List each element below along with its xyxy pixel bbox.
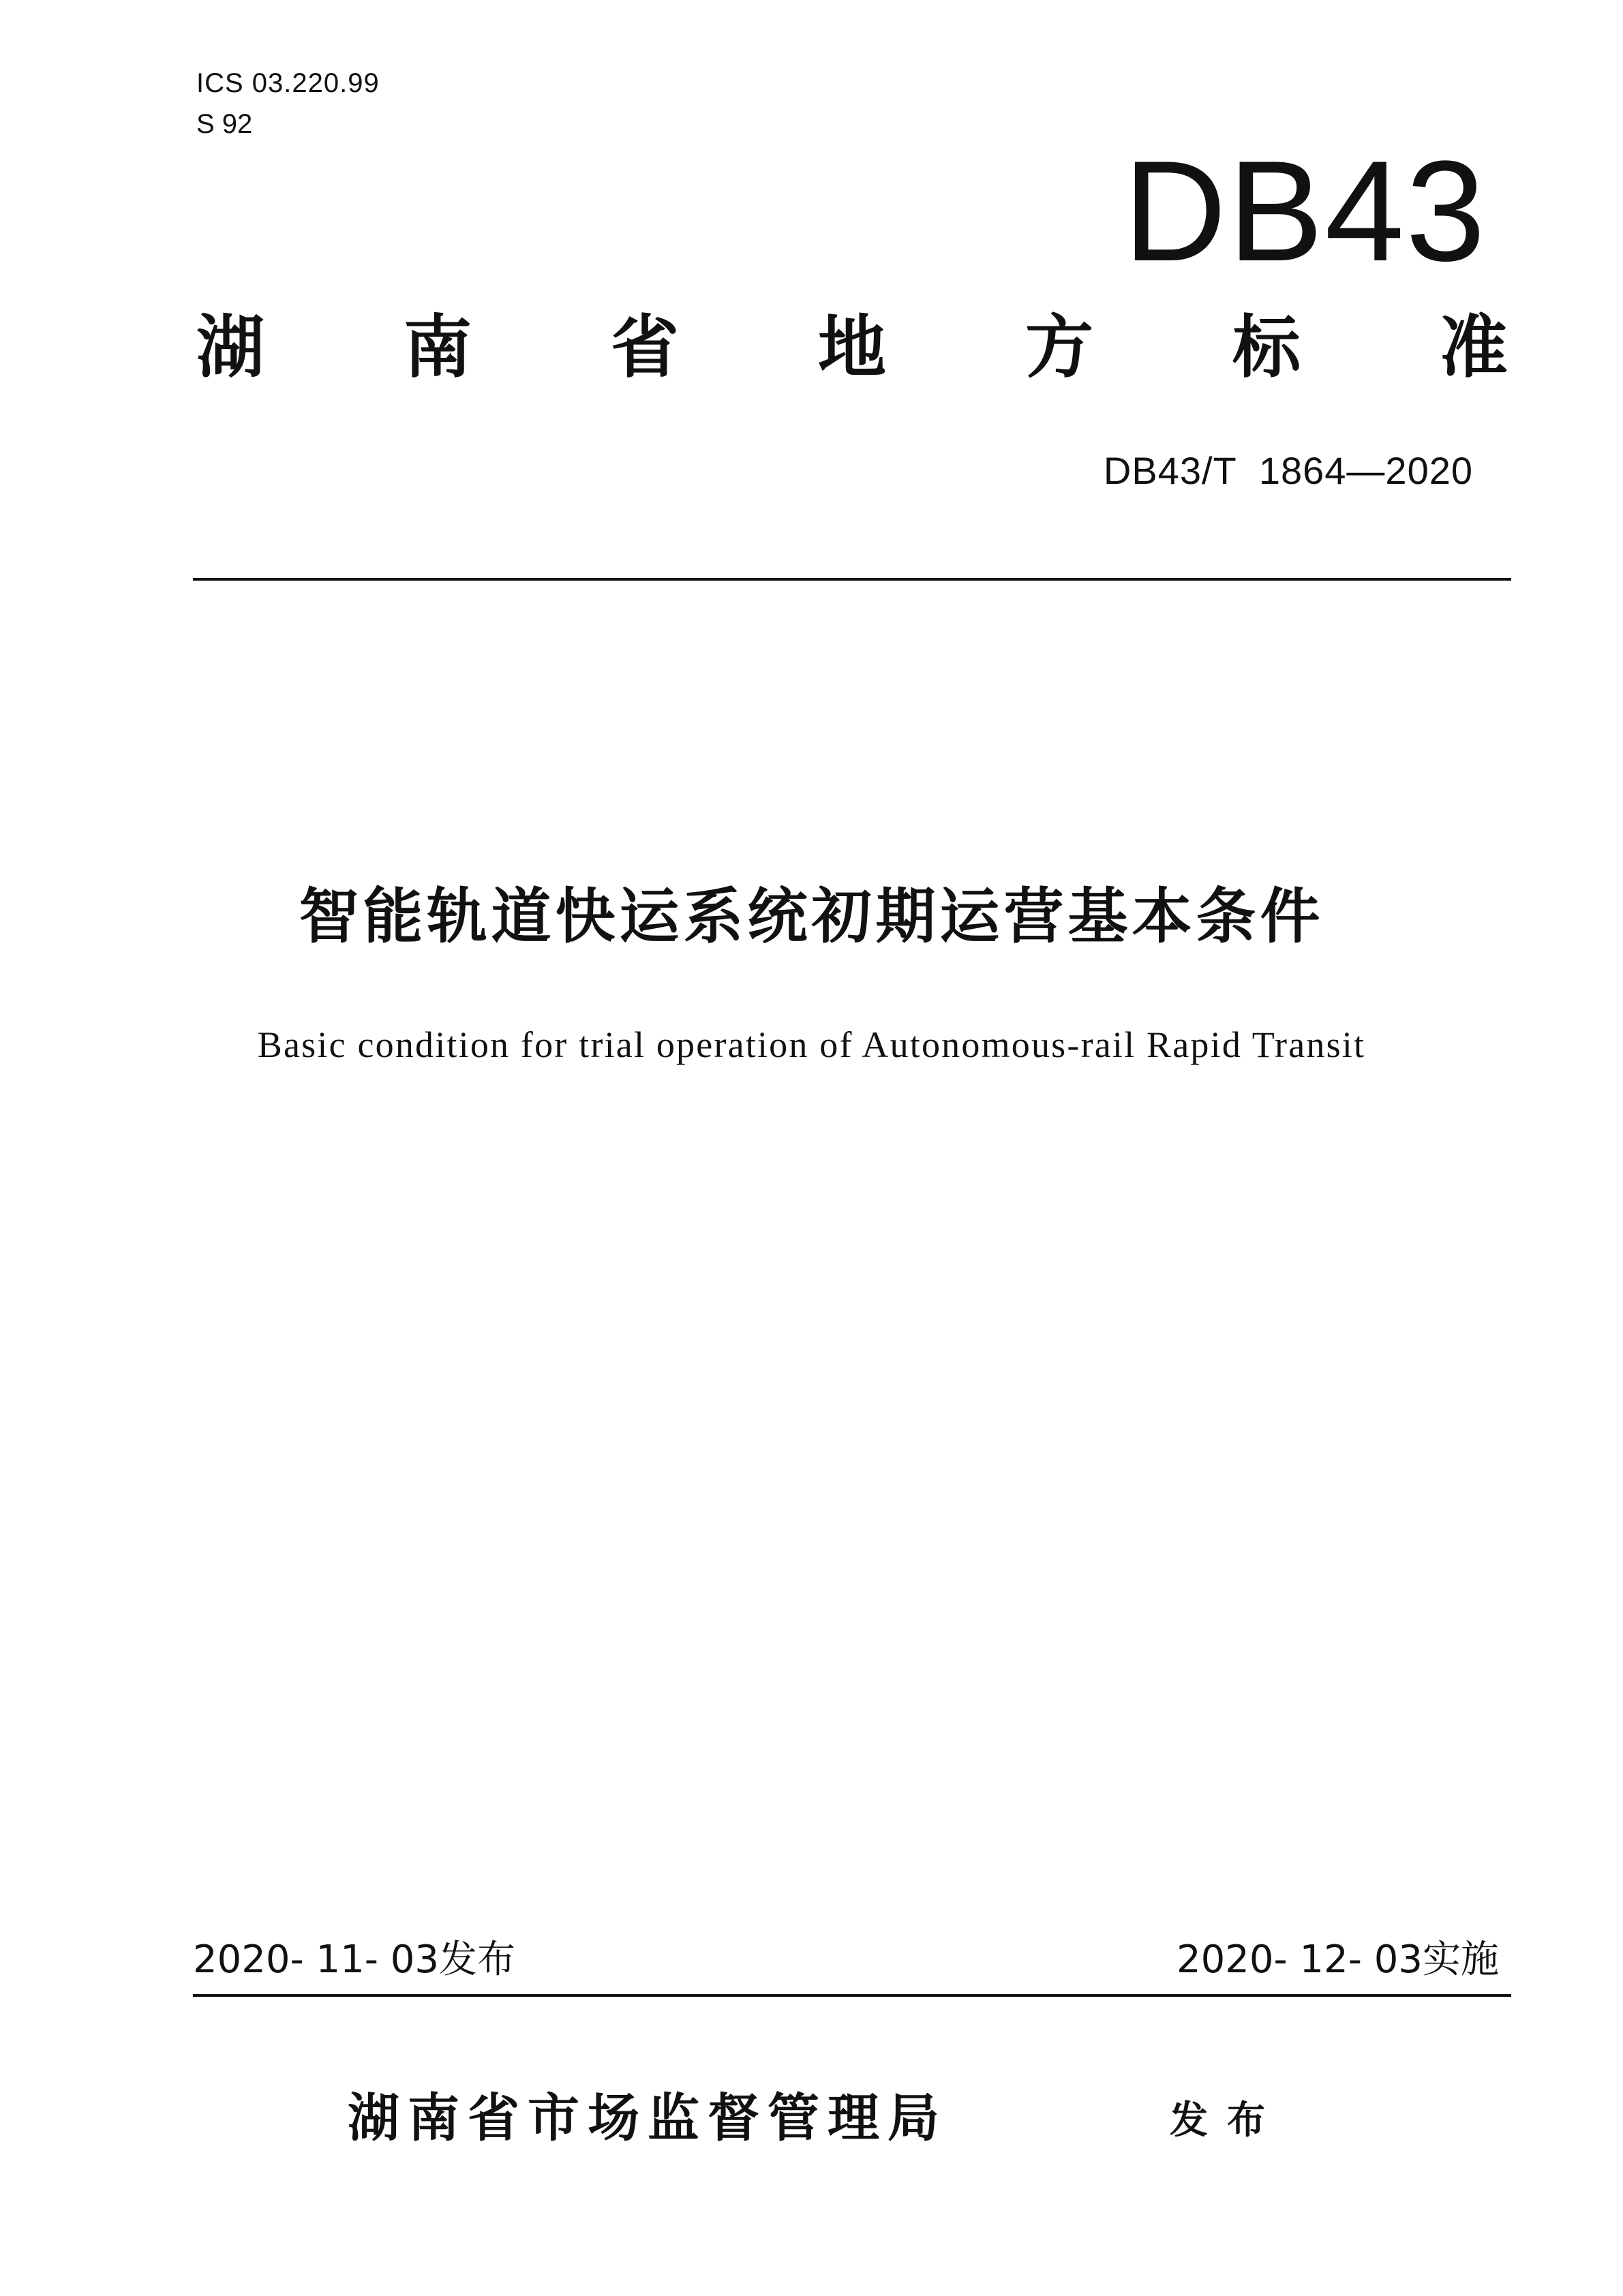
ics-code: ICS 03.220.99	[196, 68, 380, 98]
standard-type-char: 湖	[196, 307, 264, 387]
standard-type-heading	[196, 307, 1508, 388]
standard-type-char: 标	[1232, 307, 1301, 387]
publisher-name: 湖南省市场监督管理局	[348, 2087, 947, 2148]
publish-label: 发布	[1170, 2098, 1284, 2143]
standard-type-char: 方	[1025, 307, 1093, 387]
bottom-divider	[193, 1994, 1511, 1997]
standard-number: DB43/T 1864—2020	[1103, 449, 1473, 492]
standard-type-char: 地	[818, 307, 886, 387]
standard-type-char: 南	[404, 307, 472, 387]
title-english: Basic condition for trial operation of Autonomous-rail Rapid Transit	[257, 1024, 1366, 1065]
standard-code-db43: DB43	[1123, 131, 1487, 291]
issue-date: 2020- 11- 03发布	[193, 1938, 516, 1982]
implementation-date: 2020- 12- 03实施	[1176, 1938, 1499, 1982]
standard-type-char: 省	[611, 307, 679, 387]
standard-type-char: 准	[1440, 307, 1508, 387]
ccs-code: S 92	[196, 109, 253, 139]
top-divider	[193, 578, 1511, 581]
title-chinese: 智能轨道快运系统初期运营基本条件	[299, 881, 1324, 951]
